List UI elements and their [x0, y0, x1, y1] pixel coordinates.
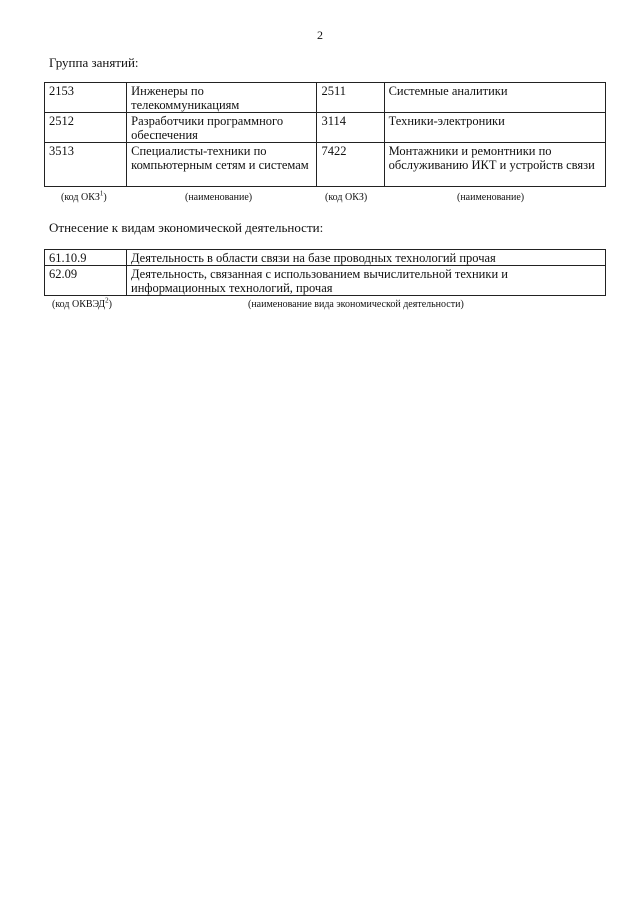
okz-code-cell: 3513	[45, 143, 127, 187]
economic-activity-heading: Отнесение к видам экономической деятельности:	[49, 220, 324, 235]
table-row	[45, 83, 606, 113]
occupation-name-cell: Инженеры по телекоммуникациям	[127, 83, 317, 113]
okved-code-caption-text: (код ОКВЭД	[52, 299, 106, 310]
occupation-group-table	[44, 82, 606, 187]
table-row	[45, 143, 606, 187]
occupation-name-caption: (наименование)	[457, 192, 525, 203]
activity-name-cell: Деятельность в области связи на базе проводных технологий прочая	[127, 250, 606, 266]
okz-code-cell: 2153	[45, 83, 127, 113]
okz-code-caption-text: (код ОКЗ	[61, 192, 100, 203]
activity-name-cell: Деятельность, связанная с использованием вычислительной техники и информационных технологий, прочая	[127, 266, 606, 296]
economic-activity-table	[44, 249, 606, 296]
occupation-group-heading: Группа занятий:	[49, 55, 139, 70]
footnote-marker: 2	[105, 296, 109, 305]
okz-code-cell: 7422	[317, 143, 384, 187]
occupation-name-cell: Разработчики программного обеспечения	[127, 113, 317, 143]
okved-code-cell: 61.10.9	[45, 250, 127, 266]
occupation-name-cell: Специалисты-техники по компьютерным сетям и системам	[127, 143, 317, 187]
okz-code-caption: (код ОКЗ$^1$)	[61, 189, 107, 203]
occupation-name-cell: Техники-электроники	[384, 113, 605, 143]
okz-code-cell: 2511	[317, 83, 384, 113]
okved-code-cell: 62.09	[45, 266, 127, 296]
page-number: 2	[317, 28, 323, 42]
table-row	[45, 266, 606, 296]
occupation-name-cell: Монтажники и ремонтники по обслуживанию ИКТ и устройств связи	[384, 143, 605, 187]
okz-code-cell: 2512	[45, 113, 127, 143]
okz-code-cell: 3114	[317, 113, 384, 143]
table-row	[45, 250, 606, 266]
table-row	[45, 113, 606, 143]
occupation-name-caption: (наименование)	[185, 192, 253, 203]
okved-code-caption: (код ОКВЭД$^2$)	[52, 296, 112, 310]
occupation-name-cell: Системные аналитики	[384, 83, 605, 113]
activity-name-caption: (наименование вида экономической деятельности)	[248, 299, 464, 310]
okz-code-caption: (код ОКЗ)	[325, 192, 368, 203]
footnote-marker: 1	[99, 189, 104, 198]
